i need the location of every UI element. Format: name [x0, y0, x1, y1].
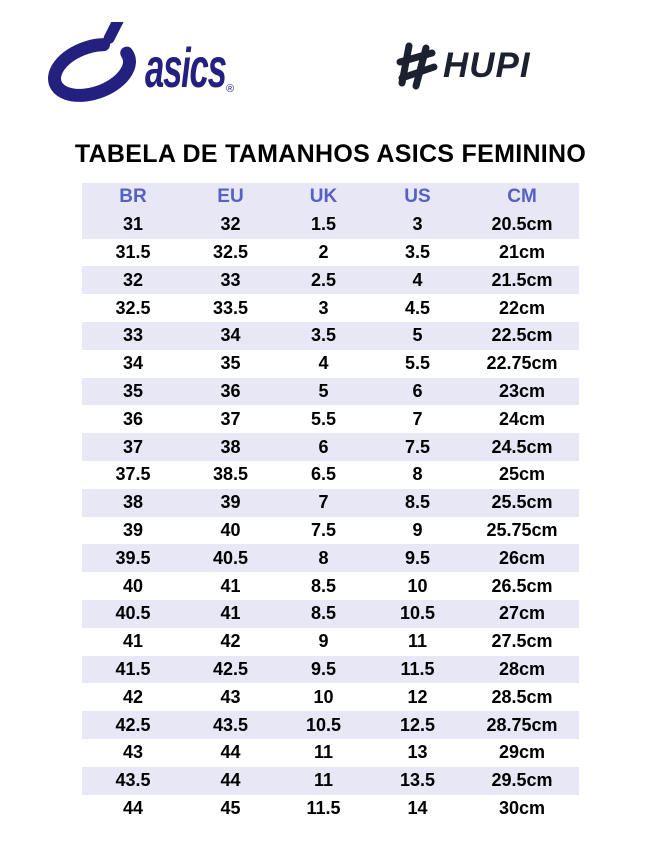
size-cell: 28cm	[465, 656, 579, 684]
size-cell: 9.5	[370, 544, 465, 572]
size-cell: 25.75cm	[486, 519, 558, 540]
size-cell: 32.5	[115, 297, 151, 318]
size-cell: 30cm	[498, 797, 546, 818]
size-cell: 33.5	[212, 297, 249, 318]
size-cell: 6	[370, 378, 465, 406]
size-cell: 41	[122, 631, 144, 652]
size-cell: 35	[220, 353, 241, 374]
table-row	[82, 628, 579, 656]
size-cell: 42.5	[184, 656, 277, 684]
table-row	[82, 600, 579, 628]
size-cell: 45	[220, 797, 241, 818]
table-row	[82, 572, 579, 600]
column-header: EU	[184, 183, 277, 211]
table-row	[82, 461, 579, 489]
size-cell: 22.75cm	[486, 353, 558, 374]
size-cell: 9.5	[277, 656, 370, 684]
size-cell: 11.5	[370, 656, 465, 684]
size-cell: 43	[122, 742, 144, 763]
column-header: US	[370, 183, 465, 211]
size-cell: 5.5	[404, 353, 431, 374]
size-cell: 39.5	[82, 544, 184, 572]
size-cell: 5.5	[310, 408, 337, 429]
column-header: UK	[277, 183, 370, 211]
size-cell: 32.5	[212, 241, 249, 262]
asics-registered-mark: ®	[226, 83, 235, 95]
size-cell: 43.5	[82, 767, 184, 795]
size-cell: 33	[82, 322, 184, 350]
size-cell: 31.5	[115, 241, 151, 262]
size-cell: 31	[82, 211, 184, 239]
size-cell: 13.5	[370, 767, 465, 795]
size-cell: 7.5	[370, 433, 465, 461]
size-cell: 29.5cm	[465, 767, 579, 795]
table-row	[82, 294, 579, 322]
size-cell: 22.5cm	[465, 322, 579, 350]
size-cell: 11.5	[306, 797, 341, 818]
table-row	[82, 350, 579, 378]
asics-wordmark: asics	[145, 36, 226, 100]
size-cell: 7.5	[310, 519, 337, 540]
size-cell: 32	[82, 266, 184, 294]
size-cell: 25cm	[498, 464, 546, 485]
table-row	[82, 739, 579, 767]
size-cell: 28.75cm	[465, 711, 579, 739]
size-cell: 44	[220, 742, 241, 763]
size-cell: 11	[277, 767, 370, 795]
size-cell: 10.5	[370, 600, 465, 628]
size-cell: 2	[318, 241, 329, 262]
column-header: CM	[465, 183, 579, 211]
size-cell: 12.5	[370, 711, 465, 739]
size-cell: 6.5	[310, 464, 337, 485]
size-cell: 36	[122, 408, 144, 429]
table-row	[82, 544, 579, 572]
hupi-knot-icon	[400, 46, 434, 86]
size-cell: 33	[184, 266, 277, 294]
size-cell: 10.5	[277, 711, 370, 739]
size-cell: 3	[370, 211, 465, 239]
size-cell: 35	[82, 378, 184, 406]
size-cell: 11	[313, 742, 334, 763]
size-cell: 25.5cm	[465, 489, 579, 517]
size-cell: 43.5	[184, 711, 277, 739]
size-cell: 39	[184, 489, 277, 517]
size-cell: 12	[407, 686, 428, 707]
size-cell: 10	[407, 575, 428, 596]
size-cell: 34	[122, 353, 144, 374]
size-cell: 40	[122, 575, 144, 596]
size-cell: 27.5cm	[491, 631, 553, 652]
size-cell: 7	[412, 408, 423, 429]
size-cell: 8.5	[310, 575, 337, 596]
size-cell: 37	[220, 408, 241, 429]
table-row	[82, 795, 579, 823]
size-cell: 43	[220, 686, 241, 707]
table-row	[82, 405, 579, 433]
size-cell: 8.5	[277, 600, 370, 628]
size-cell: 37.5	[115, 464, 151, 485]
page-title: TABELA DE TAMANHOS ASICS FEMININO	[74, 140, 587, 168]
size-cell: 41	[184, 600, 277, 628]
table-row	[82, 433, 579, 461]
size-cell: 13	[407, 742, 428, 763]
size-cell: 37	[82, 433, 184, 461]
size-cell: 10	[313, 686, 334, 707]
size-cell: 11	[407, 631, 428, 652]
size-cell: 42	[220, 631, 241, 652]
asics-logo	[33, 22, 243, 110]
size-cell: 3.5	[404, 241, 431, 262]
size-cell: 23cm	[465, 378, 579, 406]
table-row	[82, 211, 579, 239]
size-cell: 38.5	[212, 464, 249, 485]
size-cell: 39	[122, 519, 144, 540]
size-cell: 44	[122, 797, 144, 818]
size-cell: 44	[184, 767, 277, 795]
size-cell: 8	[412, 464, 423, 485]
size-cell: 32	[184, 211, 277, 239]
size-cell: 4.5	[404, 297, 431, 318]
size-cell: 42	[122, 686, 144, 707]
table-row	[82, 489, 579, 517]
table-row	[82, 656, 579, 684]
size-cell: 14	[407, 797, 428, 818]
size-cell: 6	[277, 433, 370, 461]
size-cell: 41	[220, 575, 241, 596]
size-cell: 8.5	[370, 489, 465, 517]
size-cell: 38	[82, 489, 184, 517]
size-cell: 4	[318, 353, 329, 374]
size-cell: 40.5	[82, 600, 184, 628]
size-cell: 7	[277, 489, 370, 517]
hupi-logo	[388, 33, 578, 93]
size-cell: 26.5cm	[491, 575, 553, 596]
size-cell: 3	[318, 297, 329, 318]
size-cell: 9	[318, 631, 329, 652]
logo-header	[0, 0, 661, 112]
size-cell: 5	[277, 378, 370, 406]
size-cell: 21.5cm	[465, 266, 579, 294]
size-cell: 9	[412, 519, 423, 540]
size-cell: 27cm	[465, 600, 579, 628]
table-row	[82, 266, 579, 294]
size-cell: 8	[277, 544, 370, 572]
size-cell: 26cm	[465, 544, 579, 572]
table-row	[82, 378, 579, 406]
size-cell: 36	[184, 378, 277, 406]
size-cell: 24.5cm	[465, 433, 579, 461]
size-cell: 1.5	[277, 211, 370, 239]
size-cell: 24cm	[498, 408, 546, 429]
table-row	[82, 322, 579, 350]
size-cell: 40.5	[184, 544, 277, 572]
column-header: BR	[82, 183, 184, 211]
size-cell: 34	[184, 322, 277, 350]
table-row	[82, 517, 579, 545]
size-cell: 29cm	[498, 742, 546, 763]
table-row	[82, 711, 579, 739]
size-cell: 21cm	[498, 241, 546, 262]
size-table-body	[82, 211, 579, 823]
asics-spiral-icon	[42, 22, 139, 105]
size-cell: 38	[184, 433, 277, 461]
size-cell: 4	[370, 266, 465, 294]
size-cell: 42.5	[82, 711, 184, 739]
size-table	[82, 183, 579, 822]
table-row	[82, 767, 579, 795]
hupi-wordmark: HUPI	[443, 46, 531, 85]
size-cell: 3.5	[277, 322, 370, 350]
table-row	[82, 239, 579, 267]
size-cell: 41.5	[82, 656, 184, 684]
size-cell: 20.5cm	[465, 211, 579, 239]
size-cell: 40	[220, 519, 241, 540]
size-cell: 22cm	[498, 297, 546, 318]
size-cell: 28.5cm	[491, 686, 553, 707]
table-row	[82, 683, 579, 711]
table-header-row	[82, 183, 579, 211]
size-cell: 2.5	[277, 266, 370, 294]
size-cell: 5	[370, 322, 465, 350]
